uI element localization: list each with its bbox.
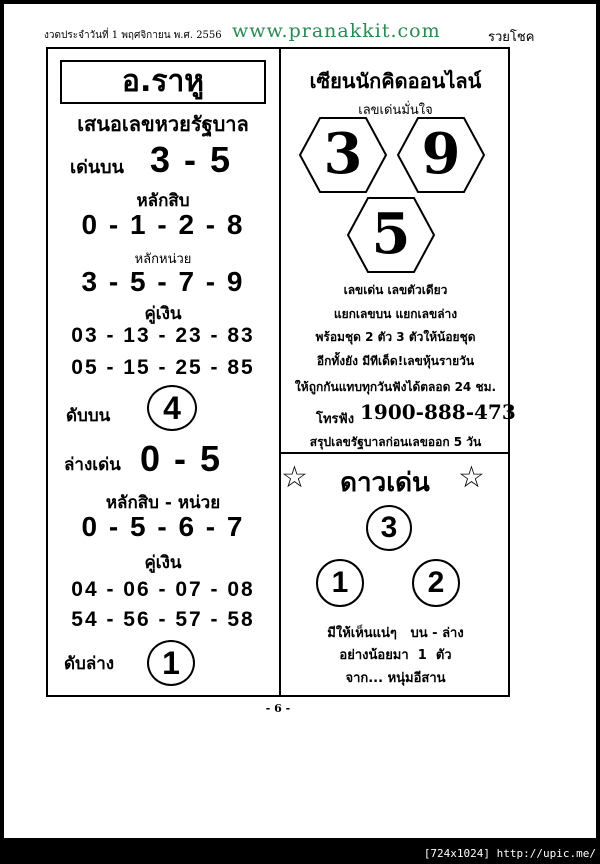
publication-name: รวยโชค <box>488 30 535 45</box>
site-url: www.pranakkit.com <box>232 20 441 42</box>
star-icon: ☆ <box>281 460 308 495</box>
column-divider <box>279 49 281 695</box>
pairs2-row-1: 04 - 06 - 07 - 08 <box>71 578 255 601</box>
hex-number-2: 9 <box>396 116 486 194</box>
promo-line-2: แยกเลขบน แยกเลขล่าง <box>333 307 458 321</box>
pairs-row-1: 03 - 13 - 23 - 83 <box>71 324 255 347</box>
upload-watermark: [724x1024] http://upic.me/ <box>423 847 596 860</box>
pairs2-label: คู่เงิน <box>144 553 182 573</box>
units-values: 3 - 5 - 7 - 9 <box>81 266 245 297</box>
bottom-lock-label: ดับล่าง <box>64 654 115 674</box>
star-icon: ☆ <box>458 460 485 495</box>
promo-line-4: อีกทั้งยัง มีทีเด็ด!เลขหุ้นรายวัน <box>316 354 475 368</box>
left-panel-subtitle: เสนอเลขหวยรัฐบาล <box>77 112 249 136</box>
promo-line-6: สรุปเลขรัฐบาลก่อนเลขออก 5 วัน <box>309 435 482 449</box>
promo-line-1: เลขเด่น เลขตัวเดียว <box>343 283 448 297</box>
star-line-1: มีให้เห็นแน่ๆ บน - ล่าง <box>327 626 464 641</box>
right-section-divider <box>281 452 508 454</box>
phone-label: โทรฟัง <box>316 412 355 427</box>
top-label: เด่นบน <box>70 157 124 178</box>
right-top-subtitle: เลขเด่นมั่นใจ <box>358 103 433 118</box>
tens-units-label: หลักสิบ - หน่วย <box>105 493 221 513</box>
pairs-row-2: 05 - 15 - 25 - 85 <box>71 356 255 379</box>
star-number-1: 3 <box>366 505 412 551</box>
phone-number: 1900-888-473 <box>360 400 516 424</box>
promo-line-5: ให้ถูกกันแทบทุกวันฟังได้ตลอด 24 ชม. <box>294 380 497 394</box>
promo-line-3: พร้อมชุด 2 ตัว 3 ตัวให้น้อยชุด <box>315 330 476 344</box>
right-top-title: เซียนนักคิดออนไลน์ <box>309 69 482 93</box>
page-number: - 6 - <box>265 702 291 715</box>
tens-label: หลักสิบ <box>136 191 190 211</box>
pairs2-row-2: 54 - 56 - 57 - 58 <box>71 608 255 631</box>
bottom-label: ล่างเด่น <box>64 455 121 475</box>
tens-units-values: 0 - 5 - 6 - 7 <box>81 511 245 542</box>
right-bottom-title: ดาวเด่น <box>340 468 430 498</box>
star-line-3: จาก... หนุ่มอีสาน <box>345 671 446 686</box>
top-lock-circle: 4 <box>147 385 197 431</box>
bottom-lock-circle: 1 <box>147 640 195 686</box>
tens-values: 0 - 1 - 2 - 8 <box>81 209 245 240</box>
newspaper-page <box>4 4 596 838</box>
issue-date: งวดประจำวันที่ 1 พฤศจิกายน พ.ศ. 2556 <box>44 30 222 41</box>
star-number-2: 1 <box>316 559 364 607</box>
star-number-3: 2 <box>412 559 460 607</box>
top-value: 3 - 5 <box>150 139 233 180</box>
hex-number-3: 5 <box>346 196 436 274</box>
left-panel-title: อ.ราหู <box>121 64 205 99</box>
hex-number-1: 3 <box>298 116 388 194</box>
bottom-value: 0 - 5 <box>140 438 223 479</box>
top-lock-label: ดับบน <box>66 406 111 426</box>
star-line-2: อย่างน้อยมา 1 ตัว <box>339 648 452 663</box>
pairs-label: คู่เงิน <box>144 304 182 324</box>
units-label: หลักหน่วย <box>134 252 192 267</box>
